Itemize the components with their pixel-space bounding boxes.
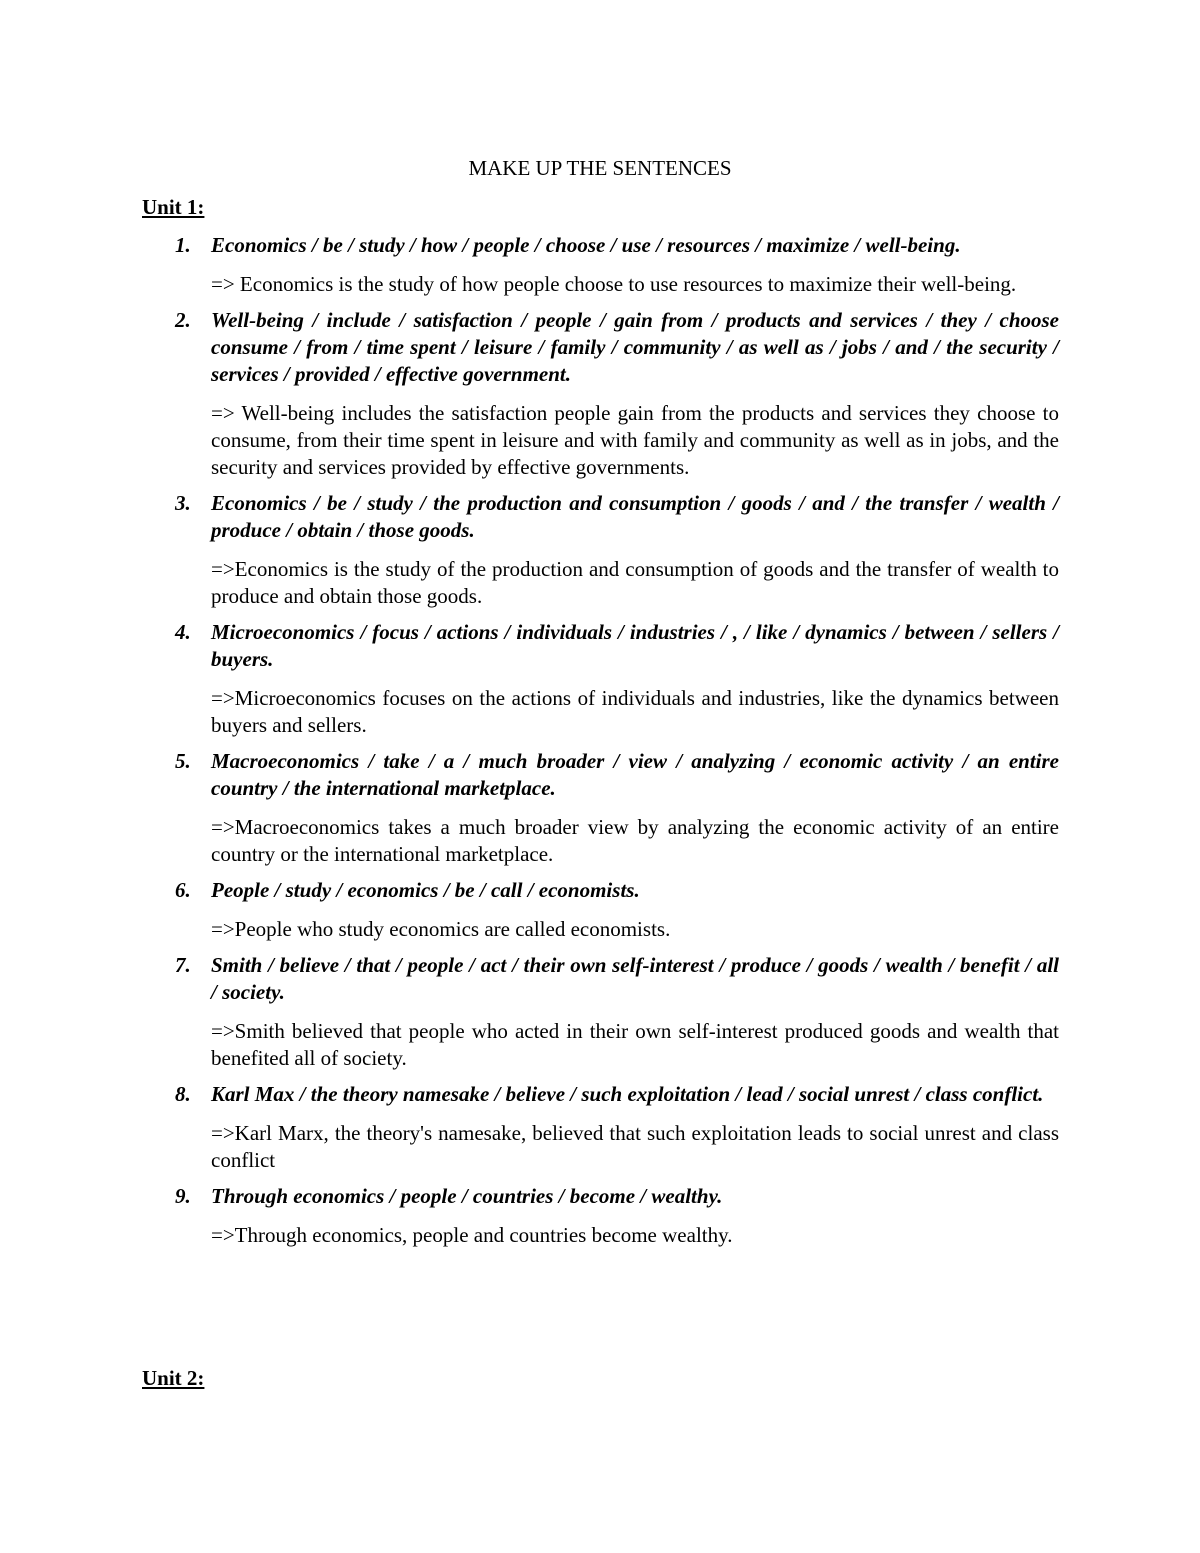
exercise-item-5 [0,748,1200,868]
exercise-item-7 [0,952,1200,1072]
item-answer: => Economics is the study of how people choose to use resources to maximize their well-being. [211,272,1017,296]
exercise-list [0,232,1200,1258]
item-prompt: Through economics / people / countries / become / wealthy. [211,1184,723,1208]
item-answer: =>Through economics, people and countries become wealthy. [211,1223,733,1247]
item-answer: => Well-being includes the satisfaction people gain from the products and services they choose to consume, from their time spent in leisure and with family and community as well as in jobs, and the security and services provided by effective governments. [211,401,1059,479]
item-number: 7. [175,953,191,977]
item-prompt: Economics / be / study / the production and consumption / goods / and / the transfer / wealth / produce / obtain / those goods. [211,491,1059,542]
item-answer: =>Microeconomics focuses on the actions of individuals and industries, like the dynamics between buyers and sellers. [211,686,1059,737]
item-answer: =>Economics is the study of the production and consumption of goods and the transfer of wealth to produce and obtain those goods. [211,557,1059,608]
item-answer: =>Karl Marx, the theory's namesake, believed that such exploitation leads to social unrest and class conflict [211,1121,1059,1172]
unit-2-heading: Unit 2: [142,1366,205,1390]
exercise-item-9 [0,1183,1200,1249]
item-prompt: Karl Max / the theory namesake / believe / such exploitation / lead / social unrest / class conflict. [211,1082,1044,1106]
item-answer: =>People who study economics are called economists. [211,917,671,941]
item-number: 4. [175,620,191,644]
page-title: MAKE UP THE SENTENCES [468,156,732,180]
exercise-item-2 [0,307,1200,481]
item-number: 9. [175,1184,191,1208]
item-prompt: Economics / be / study / how / people / choose / use / resources / maximize / well-being. [211,233,961,257]
item-prompt: Microeconomics / focus / actions / individuals / industries / , / like / dynamics / between / sellers / buyers. [211,620,1059,671]
item-number: 6. [175,878,191,902]
unit-1-heading: Unit 1: [142,195,205,219]
item-prompt: Well-being / include / satisfaction / people / gain from / products and services / they / choose consume / from / time spent / leisure / family / community / as well as / jobs / and / the security / services / provided / effective government. [211,308,1059,386]
item-number: 8. [175,1082,191,1106]
item-prompt: Smith / believe / that / people / act / their own self-interest / produce / goods / wealth / benefit / all / society. [211,953,1059,1004]
item-number: 1. [175,233,191,257]
item-number: 5. [175,749,191,773]
item-answer: =>Smith believed that people who acted in their own self-interest produced goods and wealth that benefited all of society. [211,1019,1059,1070]
item-prompt: People / study / economics / be / call / economists. [211,878,640,902]
item-number: 2. [175,308,191,332]
item-answer: =>Macroeconomics takes a much broader view by analyzing the economic activity of an entire country or the international marketplace. [211,815,1059,866]
item-number: 3. [175,491,191,515]
exercise-item-8 [0,1081,1200,1174]
exercise-item-4 [0,619,1200,739]
item-prompt: Macroeconomics / take / a / much broader / view / analyzing / economic activity / an entire country / the international marketplace. [211,749,1059,800]
exercise-item-3 [0,490,1200,610]
exercise-item-6 [0,877,1200,943]
exercise-item-1 [0,232,1200,298]
